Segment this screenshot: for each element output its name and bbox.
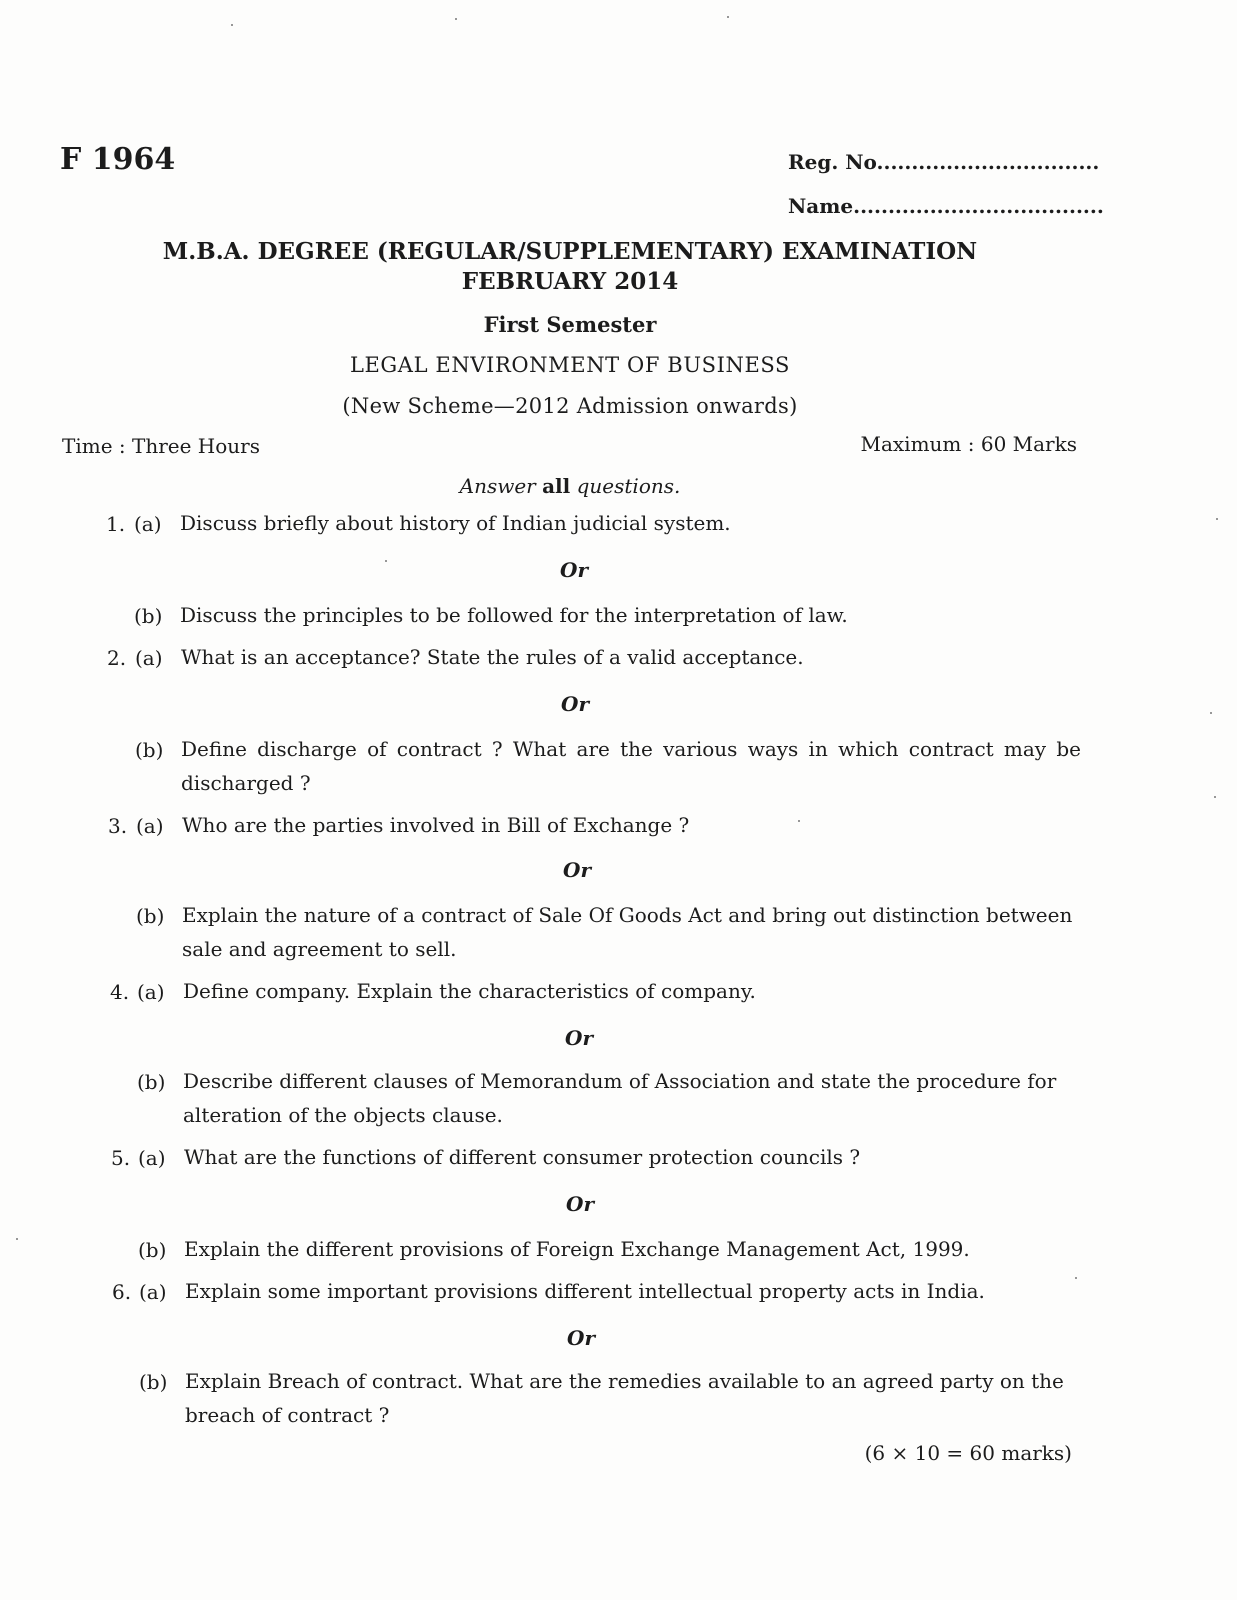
scheme: (New Scheme—2012 Admission onwards): [342, 394, 798, 418]
option-label: (a): [137, 980, 165, 1004]
scan-speck: [16, 1238, 18, 1240]
scan-speck: [1210, 712, 1212, 714]
instruction: Answer all questions.: [459, 474, 681, 498]
question-number: 2.: [107, 646, 127, 670]
question-text: Explain the nature of a contract of Sale Of Goods Act and bring out distinction between sale and agreement to sell.: [182, 903, 1073, 961]
scan-speck: [1214, 796, 1216, 798]
question-text: Who are the parties involved in Bill of Exchange ?: [182, 813, 690, 837]
total-marks: (6 × 10 = 60 marks): [864, 1441, 1072, 1465]
exam-title: M.B.A. DEGREE (REGULAR/SUPPLEMENTARY) EXAMINATION: [162, 238, 978, 265]
option-label: (b): [137, 1070, 166, 1094]
paper-code: F 1964: [60, 142, 176, 177]
question-number: 6.: [112, 1280, 132, 1304]
question-text: Explain the different provisions of Foreign Exchange Management Act, 1999.: [184, 1237, 970, 1261]
scan-speck: [798, 820, 800, 822]
scan-speck: [1075, 1277, 1077, 1279]
or-separator: Or: [567, 1326, 595, 1350]
question-number: 4.: [110, 980, 130, 1004]
option-label: (b): [134, 604, 163, 628]
reg-no-field: Reg. No................................: [788, 150, 1100, 174]
option-label: (b): [139, 1370, 168, 1394]
scan-speck: [1216, 518, 1218, 520]
question-text: What are the functions of different consumer protection councils ?: [184, 1145, 861, 1169]
question-text: Explain Breach of contract. What are the remedies available to an agreed party on the breach of contract ?: [185, 1369, 1064, 1427]
or-separator: Or: [560, 558, 588, 582]
option-label: (b): [135, 738, 164, 762]
scan-speck: [385, 560, 387, 562]
exam-month: FEBRUARY 2014: [461, 268, 679, 295]
question-text: Describe different clauses of Memorandum of Association and state the procedure for alteration of the objects clause.: [183, 1069, 1057, 1127]
option-label: (a): [139, 1280, 167, 1304]
scan-speck: [455, 18, 457, 20]
question-number: 1.: [106, 512, 126, 536]
question-text: What is an acceptance? State the rules of a valid acceptance.: [181, 645, 804, 669]
option-label: (a): [134, 512, 162, 536]
maximum-marks: Maximum : 60 Marks: [860, 432, 1077, 456]
question-text: Define company. Explain the characteristics of company.: [183, 979, 756, 1003]
option-label: (b): [136, 904, 165, 928]
question-number: 5.: [111, 1146, 131, 1170]
option-label: (a): [138, 1146, 166, 1170]
time-allowed: Time : Three Hours: [62, 434, 260, 458]
scan-speck: [231, 24, 233, 26]
option-label: (a): [135, 646, 163, 670]
scan-speck: [727, 16, 729, 18]
semester: First Semester: [483, 312, 657, 337]
question-text: Explain some important provisions different intellectual property acts in India.: [185, 1279, 985, 1303]
or-separator: Or: [563, 858, 591, 882]
or-separator: Or: [561, 692, 589, 716]
subject-title: LEGAL ENVIRONMENT OF BUSINESS: [349, 353, 791, 377]
option-label: (a): [136, 814, 164, 838]
or-separator: Or: [566, 1192, 594, 1216]
question-text: Discuss briefly about history of Indian judicial system.: [180, 511, 731, 535]
option-label: (b): [138, 1238, 167, 1262]
or-separator: Or: [565, 1026, 593, 1050]
name-field: Name....................................: [788, 194, 1104, 218]
question-text: Discuss the principles to be followed for the interpretation of law.: [180, 603, 848, 627]
question-text: Define discharge of contract ? What are the various ways in which contract may be discharged ?: [181, 737, 1081, 795]
question-number: 3.: [108, 814, 128, 838]
